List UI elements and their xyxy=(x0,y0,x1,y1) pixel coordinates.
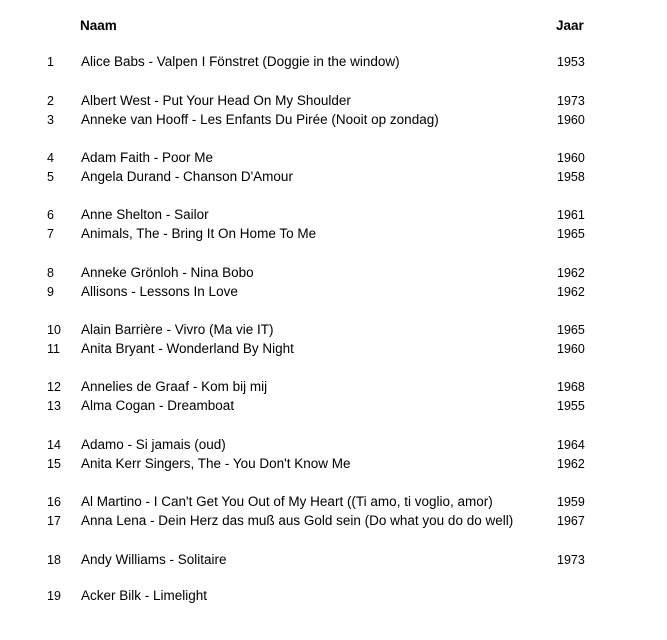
row-number: 15 xyxy=(47,457,61,471)
row-number: 11 xyxy=(47,342,60,356)
list-item xyxy=(0,321,667,339)
list-item xyxy=(0,168,667,186)
list-item xyxy=(0,92,667,110)
song-title: Al Martino - I Can't Get You Out of My Heart ((Ti amo, ti voglio, amor) xyxy=(81,494,493,509)
song-title: Anneke van Hooff - Les Enfants Du Pirée (Nooit op zondag) xyxy=(81,112,439,127)
song-title: Annelies de Graaf - Kom bij mij xyxy=(81,379,268,394)
song-title: Alain Barrière - Vivro (Ma vie IT) xyxy=(81,322,274,337)
song-year: 1962 xyxy=(557,285,585,299)
row-number: 12 xyxy=(47,380,61,394)
name-column-header: Naam xyxy=(80,18,117,33)
song-year: 1967 xyxy=(557,514,585,528)
row-number: 13 xyxy=(47,399,61,413)
song-year: 1962 xyxy=(557,266,585,280)
song-year: 1959 xyxy=(557,495,585,509)
row-number: 10 xyxy=(47,323,61,337)
song-title: Anna Lena - Dein Herz das muß aus Gold sein (Do what you do do well) xyxy=(81,513,514,528)
list-item xyxy=(0,493,667,511)
song-year: 1962 xyxy=(557,457,585,471)
song-title: Anneke Grönloh - Nina Bobo xyxy=(81,265,254,280)
song-title: Alice Babs - Valpen I Fönstret (Doggie in the window) xyxy=(81,54,400,69)
song-year: 1973 xyxy=(557,94,585,108)
list-item xyxy=(0,436,667,454)
row-number: 6 xyxy=(47,208,54,222)
row-number: 14 xyxy=(47,438,61,452)
row-number: 1 xyxy=(47,55,54,69)
list-item xyxy=(0,206,667,224)
song-title: Acker Bilk - Limelight xyxy=(81,588,208,603)
row-number: 18 xyxy=(47,553,61,567)
list-item xyxy=(0,225,667,243)
list-item xyxy=(0,397,667,415)
song-year: 1960 xyxy=(557,151,585,165)
song-title: Anita Kerr Singers, The - You Don't Know Me xyxy=(81,456,351,471)
list-item xyxy=(0,551,667,569)
list-item xyxy=(0,111,667,129)
song-title: Andy Williams - Solitaire xyxy=(81,552,227,567)
song-year: 1964 xyxy=(557,438,585,452)
list-item xyxy=(0,264,667,282)
list-item xyxy=(0,378,667,396)
row-number: 4 xyxy=(47,151,54,165)
song-year: 1965 xyxy=(557,323,585,337)
song-title: Adamo - Si jamais (oud) xyxy=(81,437,226,452)
row-number: 9 xyxy=(47,285,54,299)
song-title: Animals, The - Bring It On Home To Me xyxy=(81,226,317,241)
row-number: 8 xyxy=(47,266,54,280)
song-year: 1958 xyxy=(557,170,585,184)
row-number: 5 xyxy=(47,170,54,184)
song-year: 1960 xyxy=(557,342,585,356)
list-item xyxy=(0,587,667,605)
row-number: 16 xyxy=(47,495,61,509)
song-year: 1968 xyxy=(557,380,585,394)
song-year: 1961 xyxy=(557,208,585,222)
list-item xyxy=(0,455,667,473)
row-number: 2 xyxy=(47,94,54,108)
song-title: Albert West - Put Your Head On My Shoulder xyxy=(81,93,351,108)
row-number: 19 xyxy=(47,589,61,603)
song-year: 1973 xyxy=(557,553,585,567)
list-item xyxy=(0,53,667,71)
row-number: 7 xyxy=(47,227,54,241)
list-item xyxy=(0,340,667,358)
song-title: Anita Bryant - Wonderland By Night xyxy=(81,341,294,356)
list-item xyxy=(0,512,667,530)
song-year: 1955 xyxy=(557,399,585,413)
year-column-header: Jaar xyxy=(556,18,584,33)
song-year: 1960 xyxy=(557,113,585,127)
song-title: Allisons - Lessons In Love xyxy=(81,284,238,299)
song-year: 1965 xyxy=(557,227,585,241)
song-title: Angela Durand - Chanson D'Amour xyxy=(81,169,293,184)
list-item xyxy=(0,283,667,301)
row-number: 3 xyxy=(47,113,54,127)
song-year: 1953 xyxy=(557,55,585,69)
list-item xyxy=(0,149,667,167)
song-title: Adam Faith - Poor Me xyxy=(81,150,214,165)
song-title: Anne Shelton - Sailor xyxy=(81,207,209,222)
song-title: Alma Cogan - Dreamboat xyxy=(81,398,235,413)
row-number: 17 xyxy=(47,514,61,528)
